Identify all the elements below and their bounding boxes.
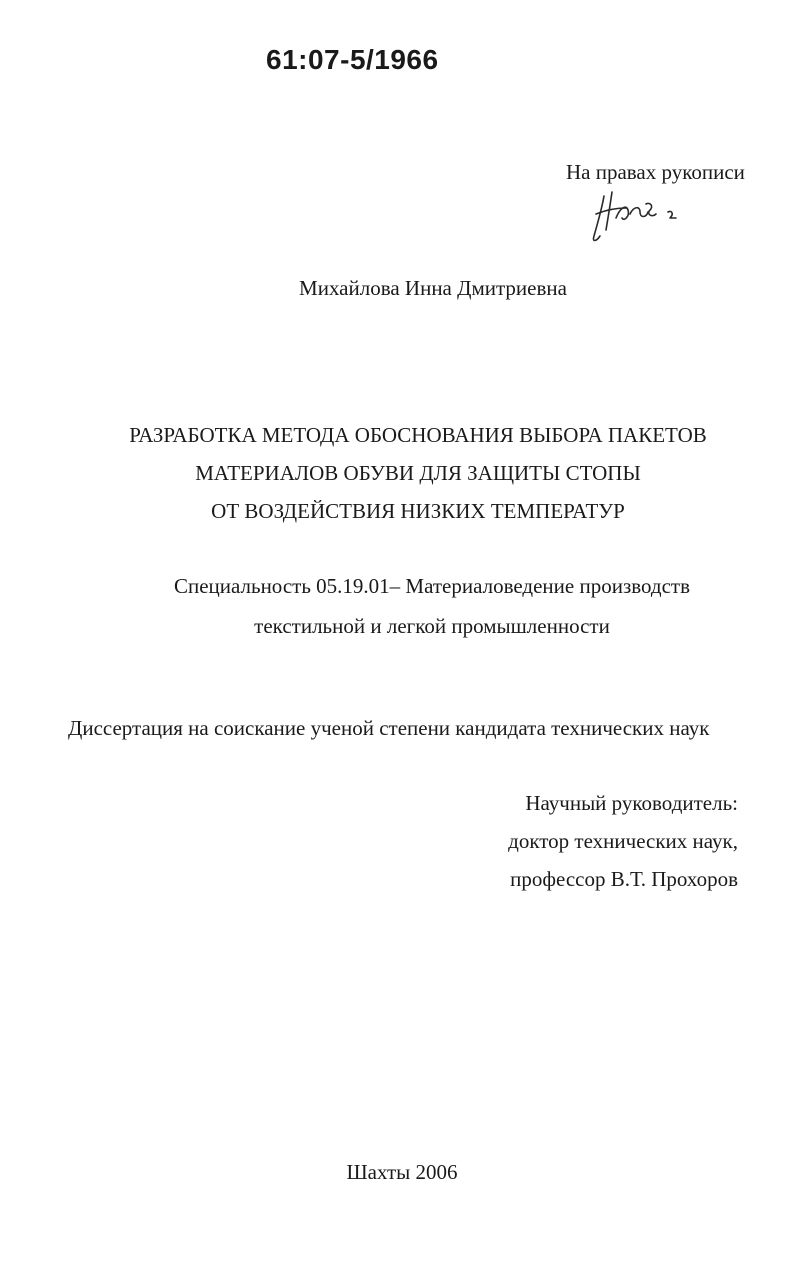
supervisor-label: Научный руководитель: <box>525 791 738 815</box>
title-line: РАЗРАБОТКА МЕТОДА ОБОСНОВАНИЯ ВЫБОРА ПАКЕТОВ <box>129 423 707 447</box>
author-name: Михайлова Инна Дмитриевна <box>299 276 567 300</box>
dissertation-title <box>0 416 794 530</box>
title-line: ОТ ВОЗДЕЙСТВИЯ НИЗКИХ ТЕМПЕРАТУР <box>211 499 625 523</box>
supervisor-name: профессор В.Т. Прохоров <box>510 867 738 891</box>
city-year: Шахты 2006 <box>346 1160 458 1184</box>
catalog-number: 61:07-5/1966 <box>266 44 439 75</box>
supervisor-degree: доктор технических наук, <box>508 829 738 853</box>
handwritten-signature <box>586 178 686 248</box>
specialty <box>0 566 794 646</box>
manuscript-note: На правах рукописи <box>566 160 745 184</box>
specialty-line: текстильной и легкой промышленности <box>254 614 610 638</box>
title-line: МАТЕРИАЛОВ ОБУВИ ДЛЯ ЗАЩИТЫ СТОПЫ <box>195 461 641 485</box>
dissertation-type: Диссертация на соискание ученой степени кандидата технических наук <box>68 716 710 740</box>
supervisor-info <box>508 784 738 898</box>
specialty-line: Специальность 05.19.01– Материаловедение производств <box>173 574 691 598</box>
